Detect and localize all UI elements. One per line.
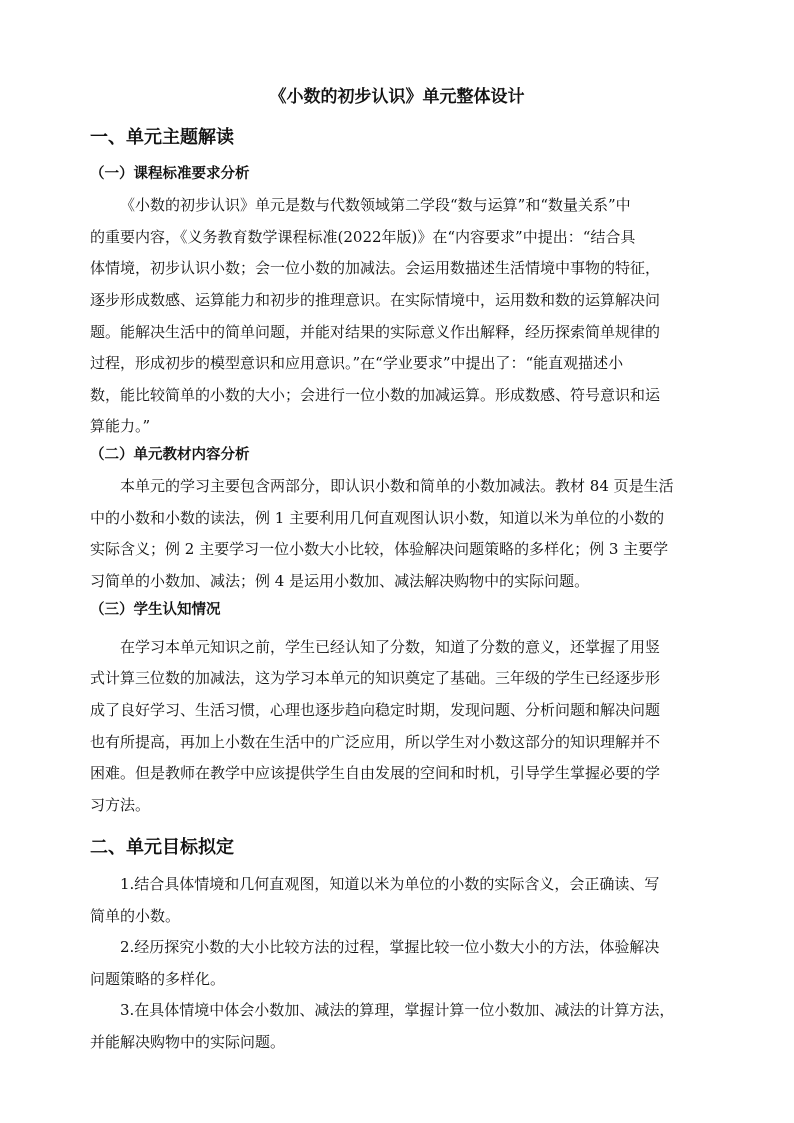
objective-line: 并能解决购物中的实际问题。 [90,1033,286,1051]
objective-line: 1.结合具体情境和几何直观图，知道以米为单位的小数的实际含义，会正确读、写 [120,875,660,893]
subsection-heading-1: （一）课程标准要求分析 [90,166,250,182]
paragraph-line: 习方法。 [90,796,151,814]
paragraph-line: 在学习本单元知识之前，学生已经认知了分数，知道了分数的意义，还掌握了用竖 [120,638,661,656]
objective-line: 简单的小数。 [90,907,181,925]
paragraph-line: 数，能比较简单的小数的大小；会进行一位小数的加减运算。形成数感、符号意识和运 [90,386,661,404]
paragraph-line: 困难。但是教师在教学中应该提供学生自由发展的空间和时机，引导学生掌握必要的学 [90,764,661,782]
objective-line: 3.在具体情境中体会小数加、减法的算理，掌握计算一位小数加、减法的计算方法， [120,1001,675,1019]
paragraph-line: 也有所提高，再加上小数在生活中的广泛应用，所以学生对小数这部分的知识理解并不 [90,733,661,751]
paragraph-line: 逐步形成数感、运算能力和初步的推理意识。在实际情境中，运用数和数的运算解决问 [90,291,661,309]
objective-line: 2.经历探究小数的大小比较方法的过程，掌握比较一位小数大小的方法，体验解决 [120,938,660,956]
section-heading-1: 一、单元主题解读 [90,127,234,148]
subsection-heading-3: （三）学生认知情况 [90,602,221,618]
paragraph-line: 过程，形成初步的模型意识和应用意识。”在“学业要求”中提出了：“能直观描述小 [90,354,624,372]
paragraph-line: 本单元的学习主要包含两部分，即认识小数和简单的小数加减法。教材 84 页是生活 [120,477,674,495]
section-heading-2: 二、单元目标拟定 [90,837,234,858]
paragraph-line: 习简单的小数加、减法；例 4 是运用小数加、减法解决购物中的实际问题。 [90,572,590,590]
paragraph-line: 实际含义；例 2 主要学习一位小数大小比较，体验解决问题策略的多样化；例 3 主要学 [90,540,669,558]
paragraph-line: 的重要内容，《义务教育数学课程标准(2022年版)》在“内容要求”中提出：“结合具 [90,228,636,246]
subsection-heading-2: （二）单元教材内容分析 [90,447,250,463]
paragraph-line: 算能力。” [90,417,151,435]
paragraph-line: 式计算三位数的加减法，这为学习本单元的知识奠定了基础。三年级的学生已经逐步形 [90,669,661,687]
paragraph-line: 中的小数和小数的读法，例 1 主要利用几何直观图认识小数，知道以米为单位的小数的 [90,509,665,527]
paragraph-line: 成了良好学习、生活习惯，心理也逐步趋向稳定时期，发现问题、分析问题和解决问题 [90,701,661,719]
objective-line: 问题策略的多样化。 [90,970,226,988]
document-title: 《小数的初步认识》单元整体设计 [269,87,525,107]
paragraph-line: 题。能解决生活中的简单问题，并能对结果的实际意义作出解释，经历探索简单规律的 [90,323,661,341]
paragraph-line: 体情境，初步认识小数；会一位小数的加减法。会运用数描述生活情境中事物的特征， [90,259,661,277]
paragraph-line: 《小数的初步认识》单元是数与代数领域第二学段“数与运算”和“数量关系”中 [120,196,631,214]
